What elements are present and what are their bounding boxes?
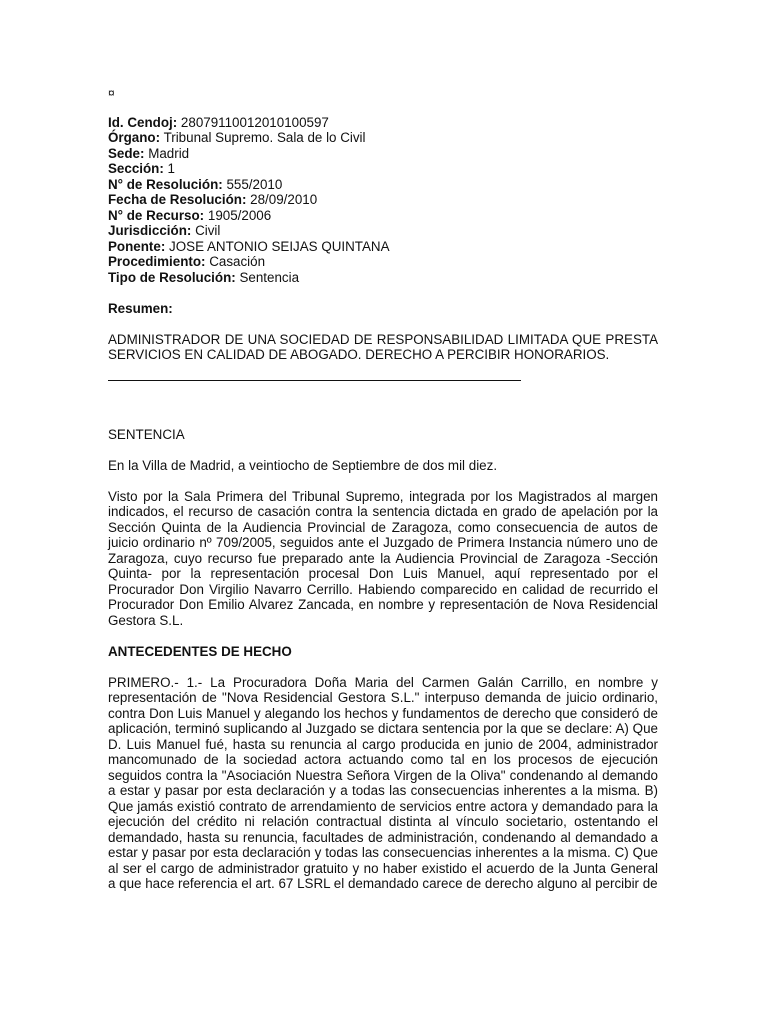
field-jurisdiccion [108,223,658,239]
section-marker: ¤ [108,86,115,100]
field-seccion [108,161,658,177]
resumen-text: ADMINISTRADOR DE UNA SOCIEDAD DE RESPONSABILIDAD LIMITADA QUE PRESTA SERVICIOS EN CALIDAD DE ABOGADO. DERECHO A PERCIBIR HONORARIOS. [108,331,658,362]
field-ponente [108,239,658,255]
field-value: 1 [167,161,175,176]
field-tipo-resolucion [108,270,658,286]
metadata-block [108,115,658,286]
field-label: Órgano: [108,130,161,145]
field-label: Procedimiento: [108,254,206,269]
visto-paragraph: Visto por la Sala Primera del Tribunal Supremo, integrada por los Magistrados al margen indicados, el recurso de casación contra la sentencia dictada en grado de apelación por la Sección Quinta de la Audiencia Provincial de Zaragoza, como consecuencia de autos de juicio ordinario nº 709/2005, seguidos ante el Juzgado de Primera Instancia número uno de Zaragoza, cuyo recurso fue preparado ante la Audiencia Provincial de Zaragoza -Sección Quinta- por la representación procesal Don Luis Manuel, aquí representado por el Procurador Don Virgilio Navarro Cerrillo. Habiendo comparecido en calidad de recurrido el Procurador Don Emilio Alvarez Zancada, en nombre y representación de Nova Residencial Gestora S.L. [108,488,658,628]
field-label: Id. Cendoj: [108,114,178,130]
field-value: Civil [195,223,221,238]
field-value: Casación [209,254,266,269]
field-label: Sede: [108,145,145,161]
field-value: 28079110012010100597 [180,114,329,130]
primero-paragraph: PRIMERO.- 1.- La Procuradora Doña Maria del Carmen Galán Carrillo, en nombre y representación de "Nova Residencial Gestora S.L." interpuso demanda de juicio ordinario, contra Don Luis Manuel y alegando los hechos y fundamentos de derecho que consideró de aplicación, terminó suplicando al Juzgado se dictara sentencia por la que se declare: A) Que D. Luis Manuel fué, hasta su renuncia al cargo producida en junio de 2004, administrador mancomunado de la sociedad actora actuando como tal en los procesos de ejecución seguidos contra la "Asociación Nuestra Señora Virgen de la Oliva" condenando al demando a estar y pasar por esta declaración y a todas las consecuencias inherentes a la misma. B) Que jamás existió contrato de arrendamiento de servicios entre actora y demandado para la ejecución del crédito ni relación contractual distinta al vínculo societario, ostentando el demandado, hasta su renuncia, facultades de administración, condenando al demandado a estar y pasar por esta declaración y todas las consecuencias inherentes a la misma. C) Que al ser el cargo de administrador gratuito y no haber existido el acuerdo de la Junta General a que hace referencia el art. 67 LSRL el demandado carece de derecho alguno al percibir de [108,674,658,891]
place-date-line: En la Villa de Madrid, a veintiocho de Septiembre de dos mil diez. [108,457,498,473]
field-label: Ponente: [108,238,166,254]
field-sede [108,146,658,162]
field-label: N° de Recurso: [108,207,205,223]
field-value: Tribunal Supremo. Sala de lo Civil [163,130,366,145]
field-value: 28/09/2010 [250,192,318,207]
field-label: Sección: [108,161,164,176]
field-value: 1905/2006 [207,207,272,223]
field-value: JOSE ANTONIO SEIJAS QUINTANA [169,238,390,254]
antecedentes-heading: ANTECEDENTES DE HECHO [108,643,292,659]
field-value: 555/2010 [226,176,283,192]
field-label: N° de Resolución: [108,176,223,192]
field-numero-recurso [108,208,658,224]
field-numero-resolucion [108,177,658,193]
field-label: Fecha de Resolución: [108,192,247,207]
document-body [108,86,658,892]
field-organo [108,130,658,146]
resumen-heading: Resumen: [108,300,173,316]
field-label: Tipo de Resolución: [108,269,236,285]
sentencia-heading: SENTENCIA [108,426,185,442]
field-value: Sentencia [239,269,300,285]
field-id-cendoj [108,115,658,131]
field-procedimiento [108,254,658,270]
field-value: Madrid [148,145,190,161]
field-fecha-resolucion [108,192,658,208]
field-label: Jurisdicción: [108,223,192,238]
